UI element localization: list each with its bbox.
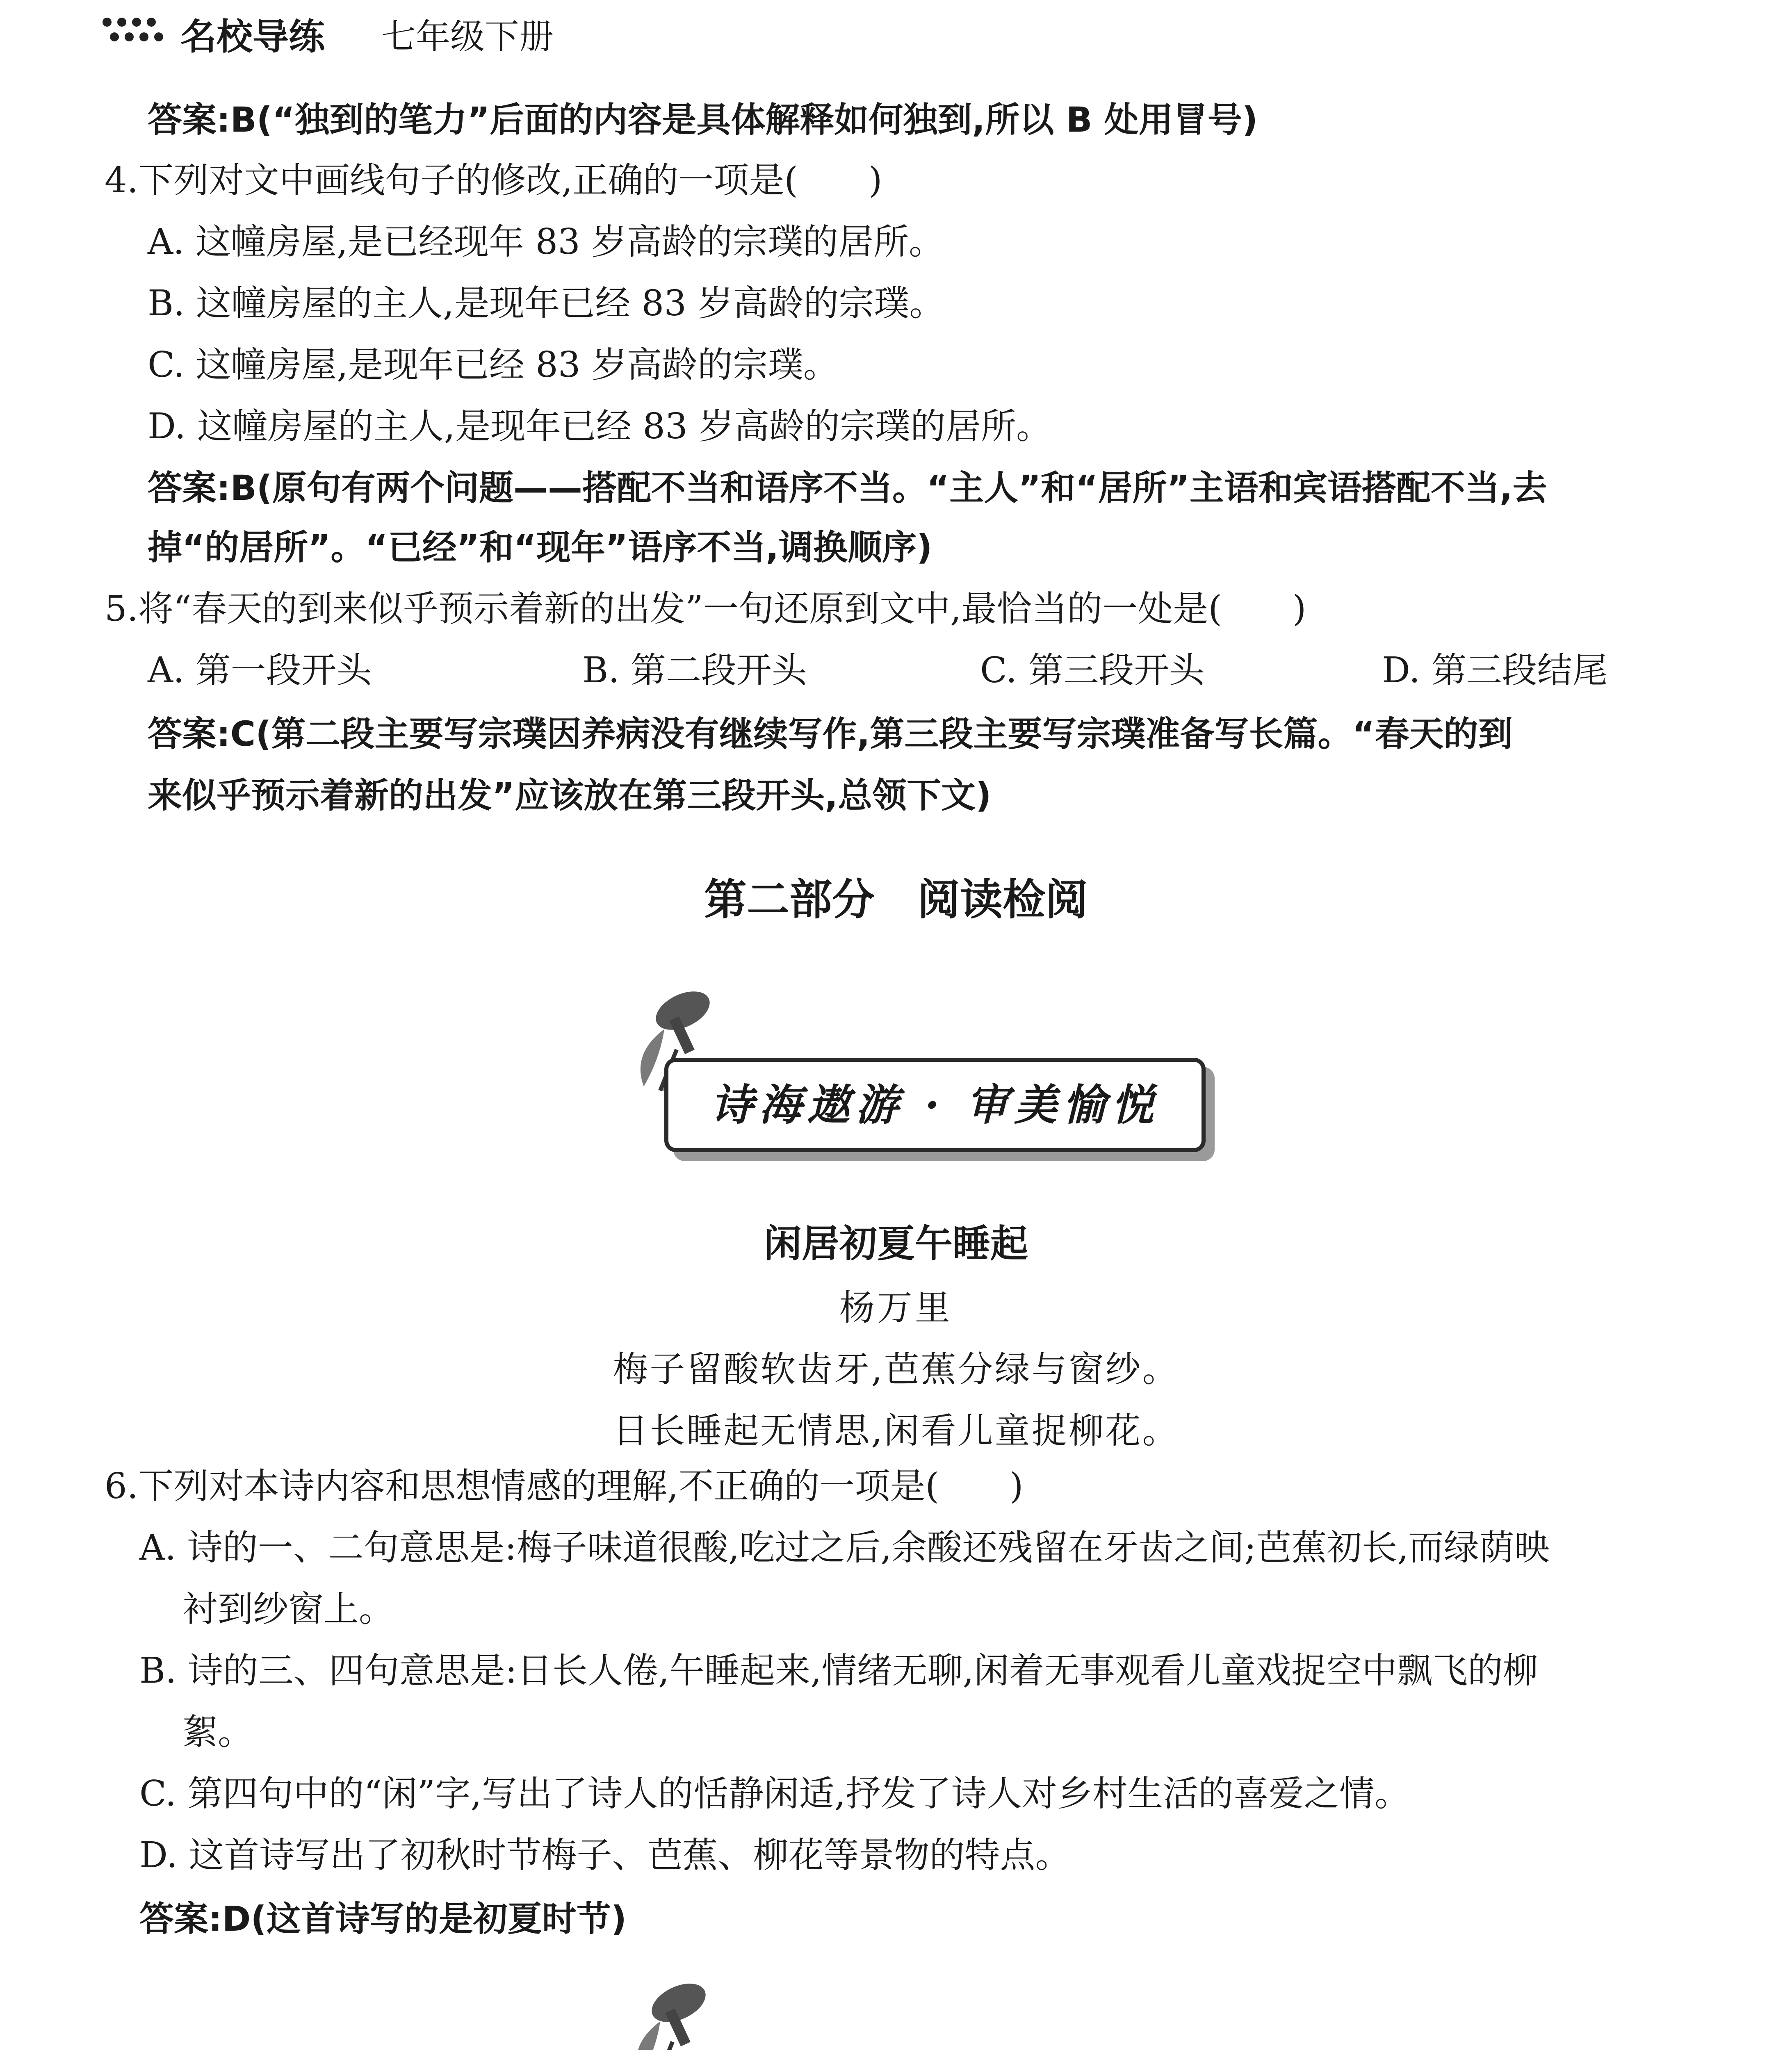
q4-option-a: A. 这幢房屋,是已经现年 83 岁高龄的宗璞的居所。 bbox=[148, 221, 944, 262]
q5-option-b: B. 第二段开头 bbox=[582, 650, 807, 691]
poem-line-1: 梅子留酸软齿牙,芭蕉分绿与窗纱。 bbox=[613, 1349, 1179, 1390]
q6-option-c: C. 第四句中的“闲”字,写出了诗人的恬静闲适,抒发了诗人对乡村生活的喜爱之情。 bbox=[139, 1773, 1410, 1814]
q6-option-a-line2: 衬到纱窗上。 bbox=[182, 1589, 394, 1630]
pushpin-leaf-icon-2 bbox=[611, 1964, 742, 2050]
q4-answer-line2: 掉“的居所”。“已经”和“现年”语序不当,调换顺序) bbox=[148, 527, 932, 567]
q6-option-b-line2: 絮。 bbox=[182, 1712, 253, 1753]
header-subtitle: 七年级下册 bbox=[381, 16, 554, 57]
q6-option-b-line1: B. 诗的三、四句意思是:日长人倦,午睡起来,情绪无聊,闲着无事观看儿童戏捉空中飘飞的柳 bbox=[139, 1650, 1538, 1691]
q5-option-c: C. 第三段开头 bbox=[980, 650, 1205, 691]
poem-line-2: 日长睡起无情思,闲看儿童捉柳花。 bbox=[613, 1410, 1179, 1451]
q6-answer: 答案:D(这首诗写的是初夏时节) bbox=[139, 1899, 627, 1939]
header-brand: 名校导练 bbox=[180, 16, 325, 58]
q5-stem: 5.将“春天的到来似乎预示着新的出发”一句还原到文中,最恰当的一处是( ) bbox=[105, 588, 1306, 629]
q6-option-d: D. 这首诗写出了初秋时节梅子、芭蕉、柳花等景物的特点。 bbox=[139, 1835, 1071, 1876]
header-dots-icon bbox=[103, 14, 176, 51]
q5-answer-line2: 来似乎预示着新的出发”应该放在第三段开头,总领下文) bbox=[148, 775, 992, 815]
q5-option-d: D. 第三段结尾 bbox=[1382, 650, 1608, 691]
q4-option-b: B. 这幢房屋的主人,是现年已经 83 岁高龄的宗璞。 bbox=[148, 283, 945, 324]
q6-option-a-line1: A. 诗的一、二句意思是:梅子味道很酸,吃过之后,余酸还残留在牙齿之间;芭蕉初长,而绿荫映 bbox=[139, 1527, 1550, 1568]
q4-stem: 4.下列对文中画线句子的修改,正确的一项是( ) bbox=[105, 160, 882, 201]
section-banner-poetry: 诗海遨游 · 审美愉悦 bbox=[664, 1058, 1206, 1152]
poem-author: 杨万里 bbox=[839, 1287, 953, 1328]
q4-option-d: D. 这幢房屋的主人,是现年已经 83 岁高龄的宗璞的居所。 bbox=[148, 406, 1052, 447]
poem-title: 闲居初夏午睡起 bbox=[764, 1222, 1028, 1266]
q5-answer-line1: 答案:C(第二段主要写宗璞因养病没有继续写作,第三段主要写宗璞准备写长篇。“春天的到 bbox=[148, 714, 1513, 754]
q4-option-c: C. 这幢房屋,是现年已经 83 岁高龄的宗璞。 bbox=[148, 344, 839, 385]
q3-answer: 答案:B(“独到的笔力”后面的内容是具体解释如何独到,所以 B 处用冒号) bbox=[148, 100, 1258, 140]
q6-stem: 6.下列对本诗内容和思想情感的理解,不正确的一项是( ) bbox=[105, 1466, 1024, 1507]
part2-title: 第二部分 阅读检阅 bbox=[704, 875, 1088, 925]
q5-option-a: A. 第一段开头 bbox=[148, 650, 372, 691]
q4-answer-line1: 答案:B(原句有两个问题——搭配不当和语序不当。“主人”和“居所”主语和宾语搭配不当,去 bbox=[148, 468, 1547, 508]
